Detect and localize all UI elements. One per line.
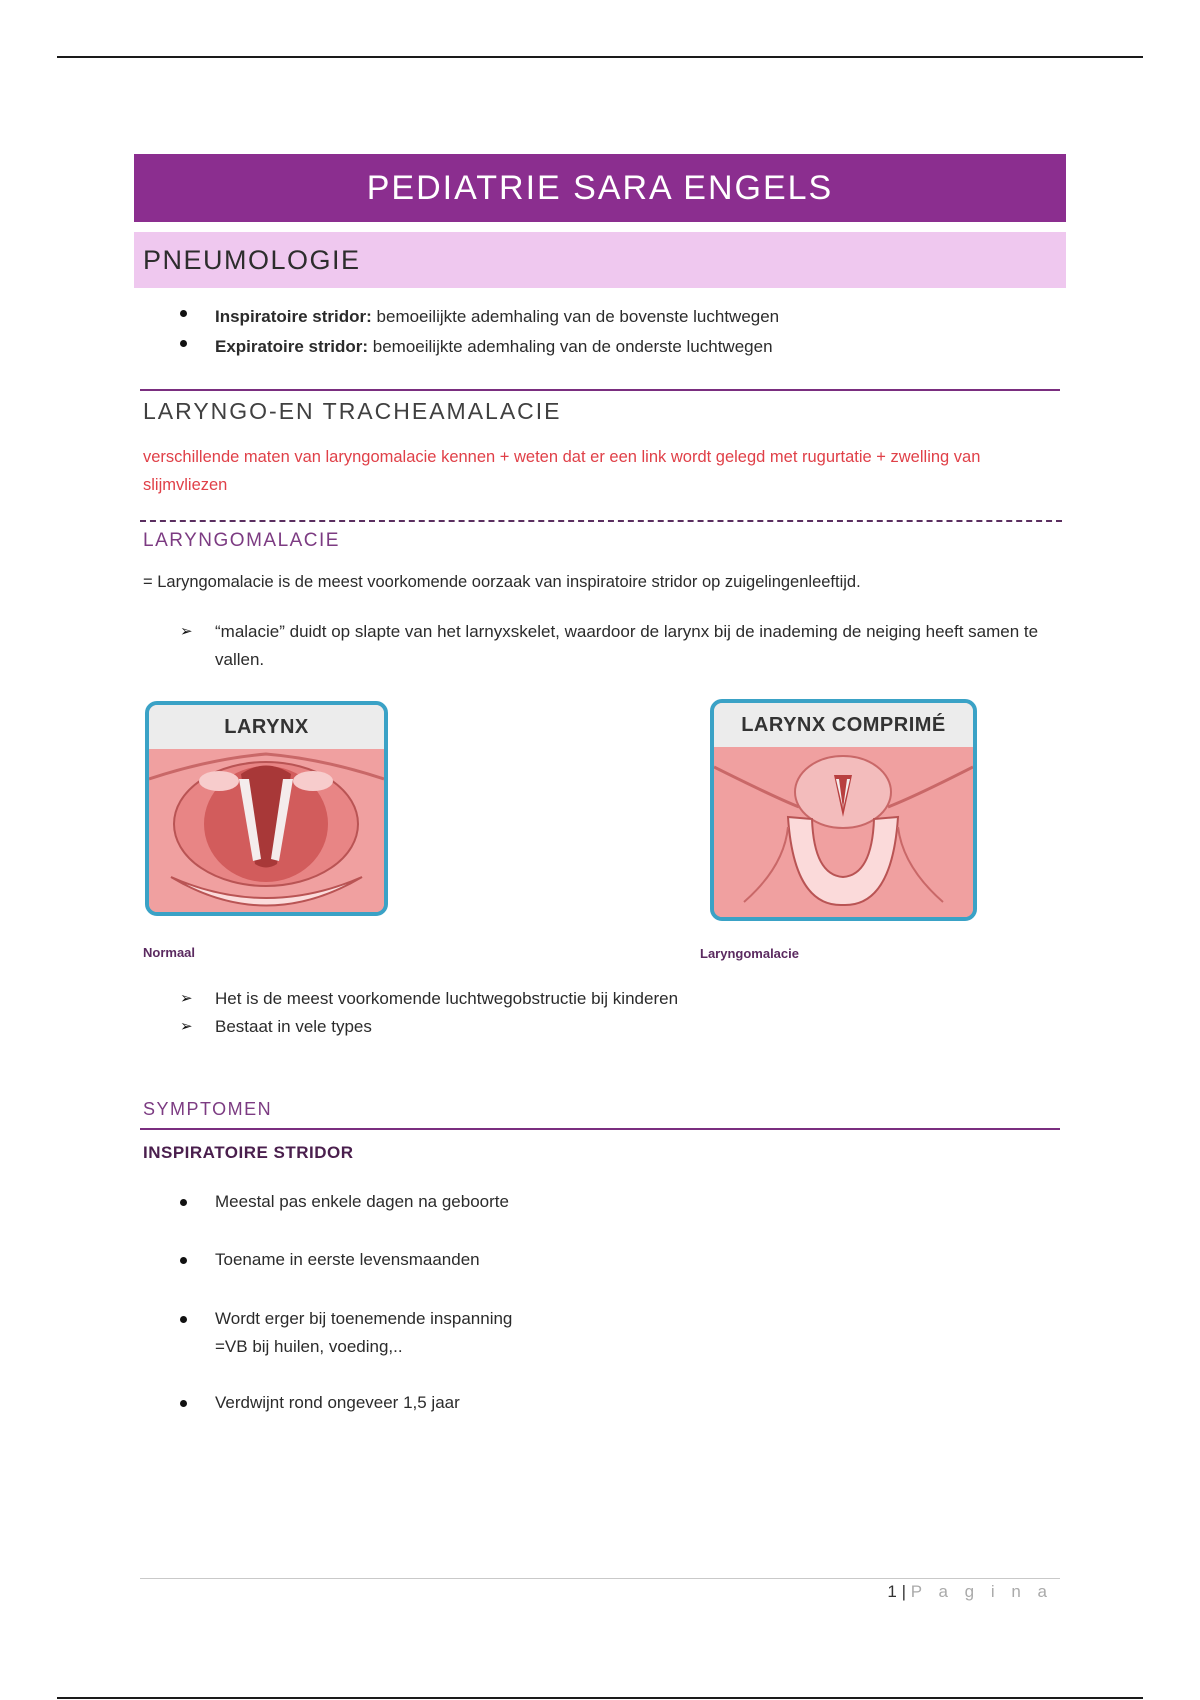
figure-larynx-comprime [710, 699, 977, 921]
figure-caption-normal: Normaal [143, 945, 196, 960]
larynx-compressed-illustration [714, 747, 973, 917]
list-item [180, 332, 779, 362]
heading-laryngo-en-tracheamalacie: LARYNGO-EN TRACHEAMALACIE [143, 398, 562, 424]
list-item [180, 302, 779, 332]
larynx-normal-svg [149, 749, 384, 912]
list-item [180, 1246, 480, 1274]
figure-title: LARYNX [149, 705, 384, 749]
list-item [180, 1389, 460, 1417]
section-heading-pneumologie [134, 232, 1066, 288]
bullet-term: Inspiratoire stridor: [215, 307, 372, 326]
study-note: verschillende maten van laryngomalacie kennen + weten dat er een link wordt gelegd met rugurtatie + zwelling van slijmvliezen [143, 448, 981, 494]
heading-laryngomalacie: LARYNGOMALACIE [143, 530, 340, 551]
arrow-bullet-icon: ➢ [180, 1018, 193, 1035]
document-title-text: PEDIATRIE SARA ENGELS [366, 168, 834, 207]
symptom-text: Toename in eerste levensmaanden [215, 1250, 480, 1269]
definition-text: = Laryngomalacie is de meest voorkomende oorzaak van inspiratoire stridor op zuigelingenleeftijd. [143, 573, 861, 591]
bullet-text: bemoeilijkte ademhaling van de bovenste luchtwegen [371, 307, 780, 326]
symptom-text: Wordt erger bij toenemende inspanning [215, 1309, 513, 1328]
list-item [180, 1013, 1040, 1041]
page-number: 1 [887, 1582, 897, 1601]
arrow-bullet-icon: ➢ [180, 623, 193, 640]
arrow-item-text: “malacie” duidt op slapte van het larnyxskelet, waardoor de larynx bij de inademing de neiging heeft samen te vallen. [215, 622, 1039, 669]
page-top-rule [57, 56, 1143, 58]
arrow-list-malacie [180, 618, 1040, 674]
footer-separator: | [901, 1582, 907, 1601]
figure-caption-laryngomalacie: Laryngomalacie [700, 946, 799, 961]
arrow-item-text: Het is de meest voorkomende luchtwegobstructie bij kinderen [215, 989, 679, 1008]
figure-larynx-normal [145, 701, 388, 916]
symptom-text: Verdwijnt rond ongeveer 1,5 jaar [215, 1393, 460, 1412]
heading-inspiratoire-stridor: INSPIRATOIRE STRIDOR [143, 1143, 354, 1162]
footer-rule [140, 1578, 1060, 1579]
page-bottom-rule [57, 1697, 1143, 1699]
symptom-text: Meestal pas enkele dagen na geboorte [215, 1192, 509, 1211]
intro-bullet-list [180, 302, 779, 362]
section-divider [140, 389, 1060, 391]
arrow-bullet-icon: ➢ [180, 990, 193, 1007]
larynx-normal-illustration [149, 749, 384, 912]
heading-symptomen: SYMPTOMEN [143, 1099, 273, 1119]
page-label: P a g i n a [910, 1582, 1053, 1601]
page-footer [887, 1582, 1053, 1602]
arrow-list-more [180, 985, 1040, 1041]
section-divider [140, 1128, 1060, 1130]
dashed-divider [140, 520, 1062, 522]
larynx-compressed-svg [714, 747, 973, 917]
document-title [134, 154, 1066, 222]
section-heading-text: PNEUMOLOGIE [143, 244, 361, 275]
bullet-term: Expiratoire stridor: [215, 337, 369, 356]
list-item [180, 618, 1040, 674]
symptom-example-text: =VB bij huilen, voeding,.. [215, 1337, 403, 1356]
bullet-text: bemoeilijkte ademhaling van de onderste luchtwegen [368, 337, 773, 356]
figure-title: LARYNX COMPRIMÉ [714, 703, 973, 747]
arrow-item-text: Bestaat in vele types [215, 1017, 372, 1036]
list-item [180, 985, 1040, 1013]
list-item [180, 1188, 509, 1216]
list-item [180, 1305, 512, 1361]
